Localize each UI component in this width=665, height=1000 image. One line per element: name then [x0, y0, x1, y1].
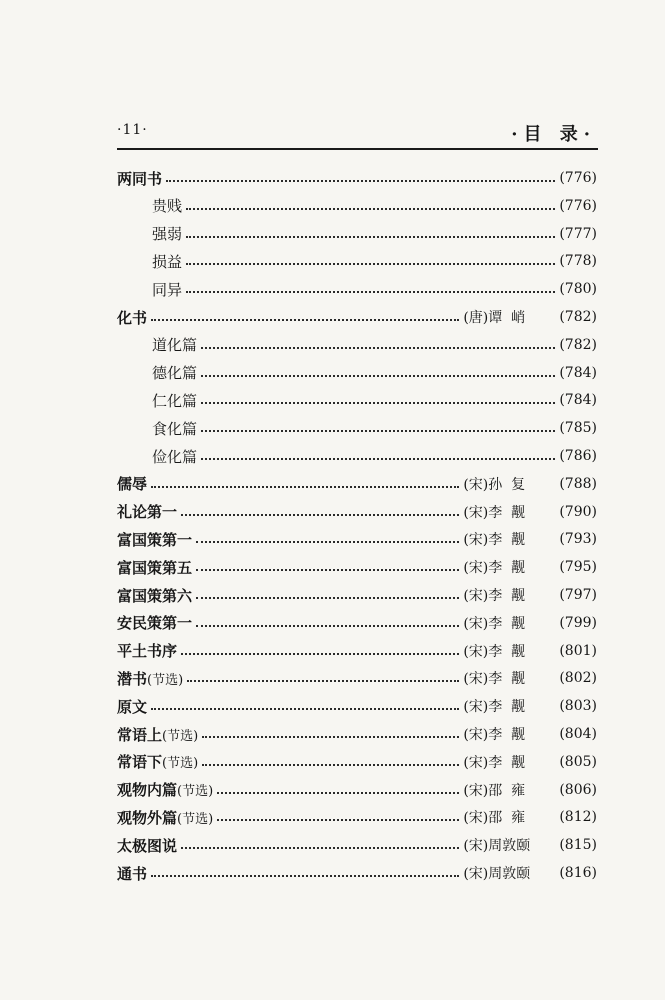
entry-page-number: (786)	[559, 448, 597, 464]
entry-title	[117, 863, 147, 884]
toc-entry	[117, 693, 597, 719]
entry-title-text: 德化篇	[152, 364, 198, 383]
entry-title-text: 观物外篇	[117, 808, 178, 827]
entry-author: (宋)邵 雍	[463, 782, 526, 799]
entry-title-text: 强弱	[152, 225, 183, 244]
entry-title-text: 损益	[152, 252, 183, 271]
entry-title	[152, 446, 197, 467]
header-rule	[117, 148, 598, 150]
entry-title	[117, 612, 192, 633]
entry-page-number: (815)	[559, 837, 597, 854]
toc-subentry	[152, 360, 597, 386]
entry-author: (宋)周敦颐	[463, 866, 531, 882]
entry-title	[117, 307, 147, 328]
entry-title-text: 儒辱	[117, 475, 148, 494]
entry-title	[117, 501, 177, 522]
dot-leader	[202, 736, 459, 738]
dot-leader	[201, 402, 555, 404]
toc-entry	[117, 721, 597, 747]
dot-leader	[196, 625, 459, 627]
dot-leader	[151, 319, 459, 321]
dot-leader	[217, 792, 459, 794]
entry-title	[117, 529, 192, 550]
dot-leader	[217, 819, 459, 821]
entry-author: (宋)李 觏	[463, 560, 526, 577]
entry-note: (节选)	[177, 811, 214, 827]
entry-page-number: (777)	[559, 225, 597, 242]
entry-page-number: (778)	[559, 253, 597, 270]
toc-entry	[117, 638, 597, 664]
dot-leader	[151, 875, 459, 877]
dot-leader	[186, 291, 555, 293]
entry-page-number: (805)	[559, 753, 597, 770]
page-number: ·11·	[117, 122, 148, 138]
entry-title-text: 常语上	[117, 725, 163, 744]
entry-author: (宋)李 觏	[463, 754, 526, 771]
toc-subentry	[152, 332, 597, 358]
entry-title-text: 富国策第五	[117, 558, 193, 577]
entry-note: (节选)	[162, 756, 199, 772]
entry-title	[117, 668, 183, 689]
toc-entry	[117, 610, 597, 636]
entry-title	[117, 168, 162, 189]
dot-leader	[196, 541, 459, 543]
dot-leader	[196, 569, 459, 571]
entry-title-text: 仁化篇	[152, 391, 198, 410]
entry-title	[117, 640, 177, 661]
dot-leader	[181, 653, 459, 655]
entry-author: (宋)周敦颐	[463, 838, 531, 855]
toc-entry	[117, 777, 597, 803]
dot-leader	[201, 430, 555, 432]
toc-entry	[117, 165, 597, 191]
toc-subentry	[152, 387, 597, 413]
entry-title-text: 潜书	[117, 669, 148, 688]
entry-title-text: 富国策第一	[117, 530, 193, 549]
toc-entry	[117, 665, 597, 691]
entry-page-number: (816)	[559, 865, 597, 881]
toc-subentry	[152, 443, 597, 469]
entry-author: (唐)谭 峭	[463, 310, 526, 326]
entry-title	[152, 195, 182, 216]
entry-author: (宋)李 觏	[463, 699, 526, 716]
entry-title	[152, 251, 182, 272]
toc-entry	[117, 499, 597, 525]
dot-leader	[202, 764, 459, 766]
toc-entry	[117, 554, 597, 580]
toc-entry	[117, 804, 597, 830]
entry-page-number: (780)	[559, 281, 597, 298]
entry-title-text: 平土书序	[117, 642, 178, 661]
toc-entry	[117, 304, 597, 330]
entry-page-number: (812)	[559, 809, 597, 826]
entry-author: (宋)李 觏	[463, 727, 526, 743]
entry-title-text: 太极图说	[117, 836, 178, 855]
toc-entry	[117, 471, 597, 497]
dot-leader	[201, 375, 555, 377]
dot-leader	[151, 486, 459, 488]
toc-entry	[117, 749, 597, 775]
entry-page-number: (804)	[559, 726, 597, 742]
entry-page-number: (784)	[559, 392, 597, 409]
entry-title-text: 富国策第六	[117, 586, 193, 605]
entry-title	[117, 779, 213, 800]
section-title: ·目 录·	[511, 124, 596, 145]
dot-leader	[201, 458, 555, 460]
entry-title	[152, 390, 197, 411]
entry-title-text: 俭化篇	[152, 447, 198, 466]
entry-title-text: 安民策第一	[117, 614, 193, 633]
toc-entry	[117, 860, 597, 886]
toc-subentry	[152, 415, 597, 441]
entry-title-text: 同异	[152, 280, 183, 299]
entry-author: (宋)李 觏	[463, 588, 526, 604]
toc-entry	[117, 582, 597, 608]
dot-leader	[181, 847, 459, 849]
dot-leader	[196, 597, 459, 599]
entry-page-number: (784)	[559, 364, 597, 381]
entry-page-number: (782)	[559, 336, 597, 353]
entry-title-text: 道化篇	[152, 336, 198, 355]
entry-author: (宋)李 觏	[463, 532, 526, 549]
entry-page-number: (776)	[559, 197, 597, 214]
entry-title-text: 食化篇	[152, 419, 198, 438]
entry-page-number: (803)	[559, 698, 597, 715]
entry-title	[117, 473, 147, 494]
entry-title-text: 观物内篇	[117, 781, 178, 800]
entry-title	[152, 223, 182, 244]
entry-author: (宋)李 觏	[463, 671, 526, 688]
entry-title	[117, 557, 192, 578]
dot-leader	[181, 514, 459, 516]
entry-author: (宋)李 觏	[463, 643, 526, 660]
entry-note: (节选)	[177, 784, 214, 800]
entry-title	[152, 418, 197, 439]
entry-note: (节选)	[162, 728, 199, 744]
dot-leader	[201, 347, 555, 349]
entry-title	[117, 585, 192, 606]
dot-leader	[186, 208, 555, 210]
entry-title	[117, 835, 177, 856]
entry-title	[117, 807, 213, 828]
entry-title	[117, 724, 198, 745]
entry-title-text: 化书	[117, 308, 148, 327]
entry-title	[152, 279, 182, 300]
entry-page-number: (802)	[559, 670, 597, 687]
entry-page-number: (801)	[559, 642, 597, 659]
entry-page-number: (797)	[559, 587, 597, 603]
page-header	[117, 120, 598, 148]
entry-title	[152, 334, 197, 355]
entry-title-text: 通书	[117, 864, 148, 883]
entry-page-number: (793)	[559, 531, 597, 548]
entry-title-text: 两同书	[117, 169, 163, 188]
dot-leader	[166, 180, 555, 182]
entry-page-number: (790)	[559, 503, 597, 520]
dot-leader	[186, 263, 555, 265]
toc-subentry	[152, 193, 597, 219]
entry-page-number: (806)	[559, 781, 597, 798]
toc-entry	[117, 832, 597, 858]
entry-page-number: (785)	[559, 420, 597, 437]
entry-note: (节选)	[147, 672, 184, 688]
entry-author: (宋)李 觏	[463, 504, 526, 521]
entry-title-text: 原文	[117, 697, 148, 716]
entry-page-number: (782)	[559, 309, 597, 325]
entry-author: (宋)李 觏	[463, 615, 526, 632]
entry-page-number: (788)	[559, 475, 597, 492]
entry-title	[117, 696, 147, 717]
dot-leader	[187, 680, 459, 682]
toc-subentry	[152, 276, 597, 302]
entry-author: (宋)邵 雍	[463, 810, 526, 827]
dot-leader	[186, 236, 555, 238]
entry-title	[117, 751, 198, 772]
entry-page-number: (776)	[559, 170, 597, 186]
dot-leader	[151, 708, 459, 710]
entry-title	[152, 362, 197, 383]
entry-page-number: (799)	[559, 614, 597, 631]
toc-subentry	[152, 221, 597, 247]
toc-subentry	[152, 248, 597, 274]
entry-author: (宋)孙 复	[463, 476, 526, 493]
entry-page-number: (795)	[559, 559, 597, 576]
entry-title-text: 常语下	[117, 753, 163, 772]
entry-title-text: 贵贱	[152, 197, 183, 216]
entry-title-text: 礼论第一	[117, 503, 178, 522]
toc-entry	[117, 526, 597, 552]
